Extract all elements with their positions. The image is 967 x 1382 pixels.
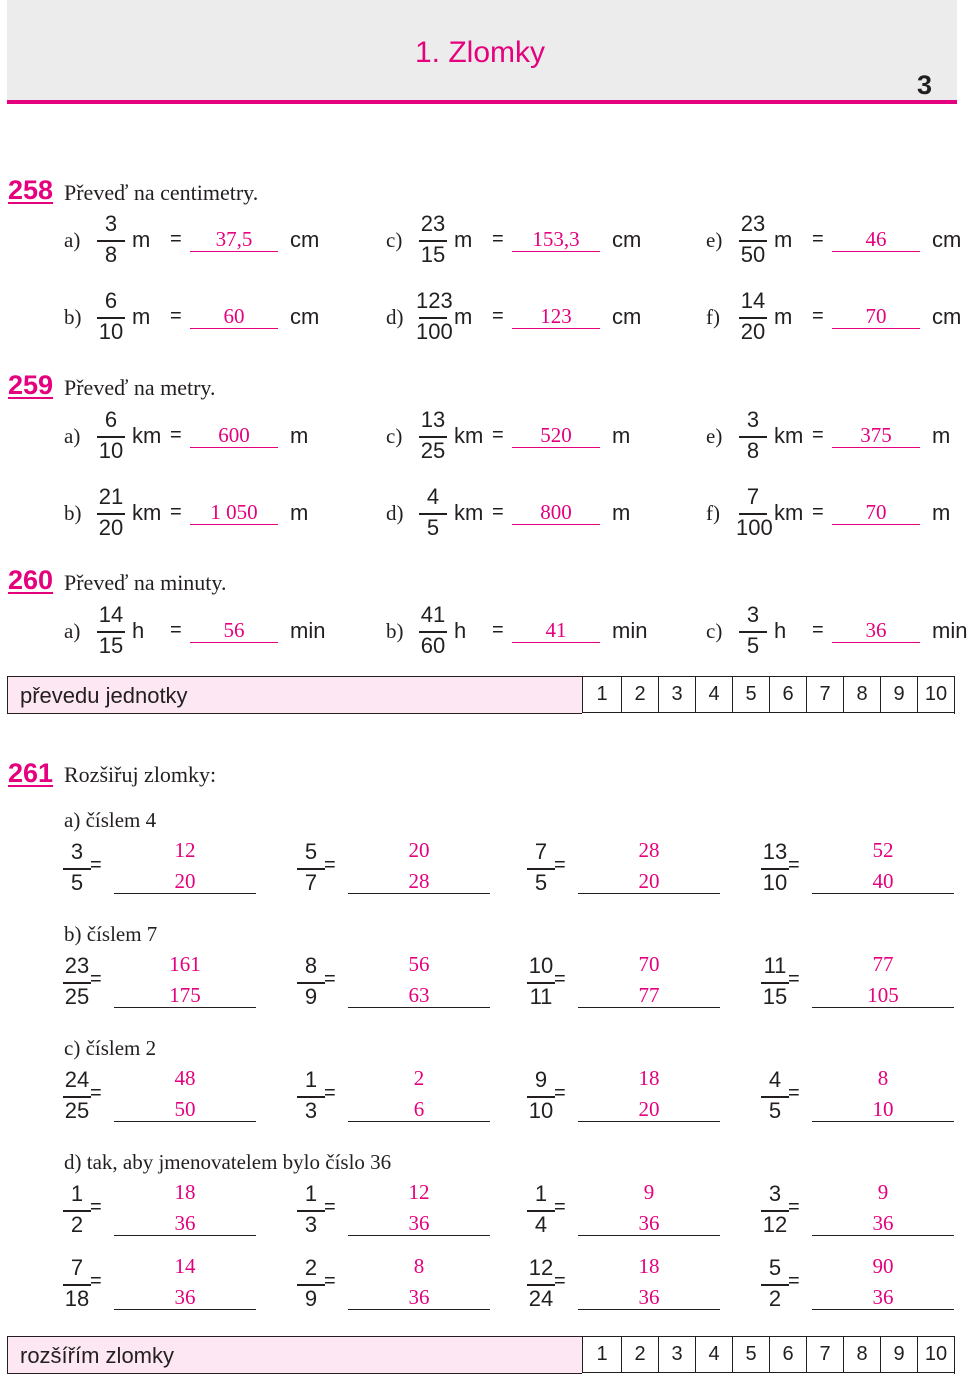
answer-denominator: 36 bbox=[114, 1211, 256, 1236]
group-title: a) číslem 4 bbox=[64, 808, 157, 832]
rating-option: 8 bbox=[843, 1336, 880, 1373]
answer-numerator: 52 bbox=[872, 838, 894, 862]
fraction-numerator: 11 bbox=[763, 953, 787, 978]
answer-numerator: 18 bbox=[638, 1254, 660, 1278]
fraction-numerator: 23 bbox=[740, 211, 766, 236]
equals-sign: = bbox=[788, 1196, 800, 1218]
unit-label: km bbox=[774, 500, 804, 525]
exercise-instruction-260: Převeď na minuty. bbox=[64, 570, 227, 595]
self-assessment-bar-1 bbox=[7, 676, 955, 714]
fraction-numerator: 4 bbox=[768, 1067, 782, 1092]
answer-denominator: 40 bbox=[812, 869, 954, 894]
equals-sign: = bbox=[90, 1270, 102, 1292]
item-label: b) bbox=[64, 501, 82, 525]
answer: 800 bbox=[512, 500, 600, 525]
unit-label: m bbox=[454, 227, 473, 252]
unit-label: m bbox=[290, 423, 309, 448]
fraction-numerator: 12 bbox=[528, 1255, 554, 1280]
equals-sign: = bbox=[170, 501, 182, 523]
unit-label: min bbox=[612, 618, 648, 643]
fraction-denominator: 3 bbox=[304, 1212, 318, 1237]
fraction-denominator: 100 bbox=[416, 319, 453, 344]
answer-denominator: 36 bbox=[578, 1211, 720, 1236]
answer-numerator: 70 bbox=[638, 952, 660, 976]
rating-option: 5 bbox=[732, 1336, 769, 1373]
fraction-numerator: 123 bbox=[416, 288, 453, 313]
item-label: a) bbox=[64, 619, 81, 643]
fraction-numerator: 13 bbox=[762, 839, 788, 864]
answer-numerator: 2 bbox=[413, 1066, 425, 1090]
equals-sign: = bbox=[554, 1270, 566, 1292]
equals-sign: = bbox=[492, 501, 504, 523]
equals-sign: = bbox=[788, 1082, 800, 1104]
fraction-numerator: 10 bbox=[528, 953, 554, 978]
item-label: f) bbox=[706, 501, 720, 525]
item-label: b) bbox=[386, 619, 404, 643]
exercise-number-261: 261 bbox=[8, 758, 54, 788]
item-label: c) bbox=[706, 619, 723, 643]
fraction-denominator: 5 bbox=[768, 1098, 782, 1123]
unit-label: min bbox=[290, 618, 326, 643]
group-title: b) číslem 7 bbox=[64, 922, 158, 946]
exercise-number-260: 260 bbox=[8, 565, 54, 595]
fraction-numerator: 6 bbox=[104, 288, 118, 313]
answer-numerator: 28 bbox=[638, 838, 660, 862]
answer: 70 bbox=[832, 304, 920, 329]
fraction-denominator: 11 bbox=[529, 984, 553, 1009]
unit-label: h bbox=[132, 618, 145, 643]
fraction-numerator: 7 bbox=[70, 1255, 84, 1280]
equals-sign: = bbox=[788, 854, 800, 876]
item-label: f) bbox=[706, 305, 720, 329]
answer-numerator: 9 bbox=[877, 1180, 889, 1204]
exercise-instruction-259: Převeď na metry. bbox=[64, 375, 216, 400]
exercise-number-259: 259 bbox=[8, 370, 54, 400]
answer: 1 050 bbox=[190, 500, 278, 525]
answer-numerator: 56 bbox=[408, 952, 430, 976]
rating-option: 1 bbox=[582, 676, 621, 713]
self-assessment-bar-2 bbox=[7, 1336, 955, 1374]
answer: 46 bbox=[832, 227, 920, 252]
unit-label: m bbox=[612, 423, 631, 448]
fraction-numerator: 3 bbox=[768, 1181, 782, 1206]
answer-denominator: 36 bbox=[114, 1285, 256, 1310]
equals-sign: = bbox=[812, 501, 824, 523]
equals-sign: = bbox=[492, 305, 504, 327]
rating-option: 2 bbox=[621, 676, 658, 713]
answer: 600 bbox=[190, 423, 278, 448]
fraction-denominator: 12 bbox=[762, 1212, 788, 1237]
equals-sign: = bbox=[812, 619, 824, 641]
rating-option: 7 bbox=[806, 1336, 843, 1373]
equals-sign: = bbox=[90, 854, 102, 876]
fraction-numerator: 3 bbox=[746, 407, 760, 432]
fraction-denominator: 5 bbox=[70, 870, 84, 895]
answer-denominator: 175 bbox=[114, 983, 256, 1008]
fraction-denominator: 60 bbox=[420, 633, 446, 658]
fraction-denominator: 2 bbox=[70, 1212, 84, 1237]
item-label: c) bbox=[386, 424, 403, 448]
rating-scale bbox=[582, 676, 954, 714]
equals-sign: = bbox=[812, 305, 824, 327]
answer-denominator: 20 bbox=[114, 869, 256, 894]
fraction-denominator: 5 bbox=[534, 870, 548, 895]
unit-label: m bbox=[774, 304, 793, 329]
fraction-denominator: 3 bbox=[304, 1098, 318, 1123]
answer: 70 bbox=[832, 500, 920, 525]
answer-denominator: 77 bbox=[578, 983, 720, 1008]
rating-option: 3 bbox=[658, 1336, 695, 1373]
unit-label: m bbox=[932, 423, 951, 448]
fraction-numerator: 7 bbox=[534, 839, 548, 864]
answer-numerator: 12 bbox=[408, 1180, 430, 1204]
fraction-numerator: 14 bbox=[740, 288, 766, 313]
equals-sign: = bbox=[324, 1270, 336, 1292]
answer-numerator: 161 bbox=[169, 952, 201, 976]
unit-label: km bbox=[132, 500, 162, 525]
unit-label: km bbox=[454, 423, 484, 448]
equals-sign: = bbox=[492, 424, 504, 446]
unit-label: cm bbox=[612, 304, 642, 329]
rating-option: 4 bbox=[695, 676, 732, 713]
fraction-numerator: 1 bbox=[534, 1181, 548, 1206]
item-label: e) bbox=[706, 228, 723, 252]
fraction-denominator: 100 bbox=[736, 515, 773, 540]
fraction-denominator: 20 bbox=[740, 319, 766, 344]
unit-label: m bbox=[454, 304, 473, 329]
unit-label: m bbox=[932, 500, 951, 525]
answer: 36 bbox=[832, 618, 920, 643]
answer: 153,3 bbox=[512, 227, 600, 252]
fraction-numerator: 3 bbox=[70, 839, 84, 864]
fraction-numerator: 5 bbox=[304, 839, 318, 864]
fraction-numerator: 23 bbox=[64, 953, 90, 978]
answer-numerator: 77 bbox=[872, 952, 894, 976]
answer: 41 bbox=[512, 618, 600, 643]
equals-sign: = bbox=[170, 424, 182, 446]
unit-label: cm bbox=[932, 304, 962, 329]
answer-numerator: 8 bbox=[877, 1066, 889, 1090]
unit-label: km bbox=[454, 500, 484, 525]
fraction-denominator: 5 bbox=[746, 633, 760, 658]
fraction-numerator: 5 bbox=[768, 1255, 782, 1280]
answer-denominator: 28 bbox=[348, 869, 490, 894]
equals-sign: = bbox=[324, 854, 336, 876]
fraction-denominator: 9 bbox=[304, 984, 318, 1009]
unit-label: cm bbox=[290, 304, 320, 329]
equals-sign: = bbox=[170, 305, 182, 327]
answer: 375 bbox=[832, 423, 920, 448]
answer-denominator: 20 bbox=[578, 869, 720, 894]
rating-option: 6 bbox=[769, 676, 806, 713]
fraction-numerator: 7 bbox=[746, 484, 760, 509]
answer: 56 bbox=[190, 618, 278, 643]
fraction-denominator: 9 bbox=[304, 1286, 318, 1311]
rating-option: 5 bbox=[732, 676, 769, 713]
unit-label: h bbox=[774, 618, 787, 643]
answer-numerator: 12 bbox=[174, 838, 196, 862]
equals-sign: = bbox=[170, 619, 182, 641]
fraction-denominator: 4 bbox=[534, 1212, 548, 1237]
unit-label: m bbox=[774, 227, 793, 252]
fraction-denominator: 25 bbox=[420, 438, 446, 463]
unit-label: km bbox=[132, 423, 162, 448]
answer-denominator: 36 bbox=[348, 1211, 490, 1236]
unit-label: m bbox=[612, 500, 631, 525]
fraction-denominator: 10 bbox=[98, 319, 124, 344]
equals-sign: = bbox=[90, 1196, 102, 1218]
rating-option: 6 bbox=[769, 1336, 806, 1373]
rating-option: 9 bbox=[880, 676, 917, 713]
group-title: d) tak, aby jmenovatelem bylo číslo 36 bbox=[64, 1150, 392, 1174]
unit-label: cm bbox=[612, 227, 642, 252]
fraction-numerator: 9 bbox=[534, 1067, 548, 1092]
item-label: b) bbox=[64, 305, 82, 329]
fraction-numerator: 41 bbox=[420, 602, 446, 627]
fraction-numerator: 2 bbox=[304, 1255, 318, 1280]
fraction-numerator: 8 bbox=[304, 953, 318, 978]
answer-numerator: 20 bbox=[408, 838, 430, 862]
fraction-denominator: 7 bbox=[304, 870, 318, 895]
item-label: a) bbox=[64, 424, 81, 448]
answer-denominator: 20 bbox=[578, 1097, 720, 1122]
exercise-instruction-258: Převeď na centimetry. bbox=[64, 180, 259, 205]
fraction-numerator: 1 bbox=[304, 1181, 318, 1206]
fraction-numerator: 3 bbox=[104, 211, 118, 236]
answer-numerator: 48 bbox=[174, 1066, 196, 1090]
fraction-denominator: 24 bbox=[528, 1286, 554, 1311]
unit-label: m bbox=[132, 304, 151, 329]
rating-option: 4 bbox=[695, 1336, 732, 1373]
item-label: d) bbox=[386, 305, 404, 329]
equals-sign: = bbox=[324, 1196, 336, 1218]
unit-label: m bbox=[290, 500, 309, 525]
self-assessment-label: převedu jednotky bbox=[20, 683, 188, 708]
fraction-denominator: 50 bbox=[740, 242, 766, 267]
fraction-numerator: 6 bbox=[104, 407, 118, 432]
rating-option: 10 bbox=[917, 1336, 954, 1373]
answer-denominator: 36 bbox=[812, 1285, 954, 1310]
group-title: c) číslem 2 bbox=[64, 1036, 157, 1060]
answer-numerator: 18 bbox=[638, 1066, 660, 1090]
equals-sign: = bbox=[324, 1082, 336, 1104]
equals-sign: = bbox=[170, 228, 182, 250]
equals-sign: = bbox=[492, 228, 504, 250]
fraction-denominator: 15 bbox=[420, 242, 446, 267]
equals-sign: = bbox=[788, 968, 800, 990]
answer: 520 bbox=[512, 423, 600, 448]
fraction-numerator: 23 bbox=[420, 211, 446, 236]
fraction-denominator: 10 bbox=[762, 870, 788, 895]
answer: 60 bbox=[190, 304, 278, 329]
answer-numerator: 8 bbox=[413, 1254, 425, 1278]
equals-sign: = bbox=[812, 424, 824, 446]
fraction-denominator: 25 bbox=[64, 1098, 90, 1123]
equals-sign: = bbox=[554, 1082, 566, 1104]
rating-option: 2 bbox=[621, 1336, 658, 1373]
rating-option: 8 bbox=[843, 676, 880, 713]
fraction-numerator: 1 bbox=[70, 1181, 84, 1206]
exercise-instruction-261: Rozšiřuj zlomky: bbox=[64, 762, 217, 787]
equals-sign: = bbox=[788, 1270, 800, 1292]
rating-option: 10 bbox=[917, 676, 954, 713]
answer-denominator: 50 bbox=[114, 1097, 256, 1122]
fraction-denominator: 15 bbox=[98, 633, 124, 658]
equals-sign: = bbox=[554, 854, 566, 876]
fraction-numerator: 1 bbox=[304, 1067, 318, 1092]
fraction-denominator: 20 bbox=[98, 515, 124, 540]
rating-option: 7 bbox=[806, 676, 843, 713]
fraction-numerator: 13 bbox=[420, 407, 446, 432]
unit-label: cm bbox=[290, 227, 320, 252]
answer: 123 bbox=[512, 304, 600, 329]
answer-denominator: 63 bbox=[348, 983, 490, 1008]
item-label: d) bbox=[386, 501, 404, 525]
unit-label: h bbox=[454, 618, 467, 643]
equals-sign: = bbox=[492, 619, 504, 641]
fraction-denominator: 10 bbox=[98, 438, 124, 463]
fraction-numerator: 4 bbox=[426, 484, 440, 509]
answer-numerator: 90 bbox=[872, 1254, 894, 1278]
answer-numerator: 18 bbox=[174, 1180, 196, 1204]
page-number: 3 bbox=[916, 70, 932, 100]
fraction-numerator: 21 bbox=[98, 484, 124, 509]
fraction-numerator: 3 bbox=[746, 602, 760, 627]
fraction-numerator: 14 bbox=[98, 602, 124, 627]
answer-denominator: 36 bbox=[812, 1211, 954, 1236]
unit-label: m bbox=[132, 227, 151, 252]
fraction-numerator: 24 bbox=[64, 1067, 90, 1092]
rating-option: 3 bbox=[658, 676, 695, 713]
fraction-denominator: 10 bbox=[528, 1098, 554, 1123]
unit-label: min bbox=[932, 618, 967, 643]
answer-numerator: 9 bbox=[643, 1180, 655, 1204]
answer-denominator: 36 bbox=[578, 1285, 720, 1310]
fraction-denominator: 8 bbox=[104, 242, 118, 267]
fraction-denominator: 25 bbox=[64, 984, 90, 1009]
unit-label: cm bbox=[932, 227, 962, 252]
header-rule bbox=[7, 100, 957, 104]
item-label: a) bbox=[64, 228, 81, 252]
fraction-denominator: 18 bbox=[64, 1286, 90, 1311]
rating-scale bbox=[582, 1336, 954, 1374]
rating-option: 9 bbox=[880, 1336, 917, 1373]
rating-option: 1 bbox=[582, 1336, 621, 1373]
item-label: e) bbox=[706, 424, 723, 448]
answer-numerator: 14 bbox=[174, 1254, 196, 1278]
fraction-denominator: 5 bbox=[426, 515, 440, 540]
equals-sign: = bbox=[554, 968, 566, 990]
self-assessment-label: rozšířím zlomky bbox=[20, 1343, 174, 1368]
equals-sign: = bbox=[554, 1196, 566, 1218]
fraction-denominator: 15 bbox=[762, 984, 788, 1009]
fraction-denominator: 8 bbox=[746, 438, 760, 463]
answer-denominator: 105 bbox=[812, 983, 954, 1008]
equals-sign: = bbox=[90, 1082, 102, 1104]
unit-label: km bbox=[774, 423, 804, 448]
page-title: 1. Zlomky bbox=[414, 36, 546, 69]
answer-denominator: 36 bbox=[348, 1285, 490, 1310]
equals-sign: = bbox=[90, 968, 102, 990]
equals-sign: = bbox=[812, 228, 824, 250]
answer-denominator: 6 bbox=[348, 1097, 490, 1122]
equals-sign: = bbox=[324, 968, 336, 990]
exercise-number-258: 258 bbox=[8, 175, 54, 205]
answer-denominator: 10 bbox=[812, 1097, 954, 1122]
answer: 37,5 bbox=[190, 227, 278, 252]
fraction-denominator: 2 bbox=[768, 1286, 782, 1311]
item-label: c) bbox=[386, 228, 403, 252]
